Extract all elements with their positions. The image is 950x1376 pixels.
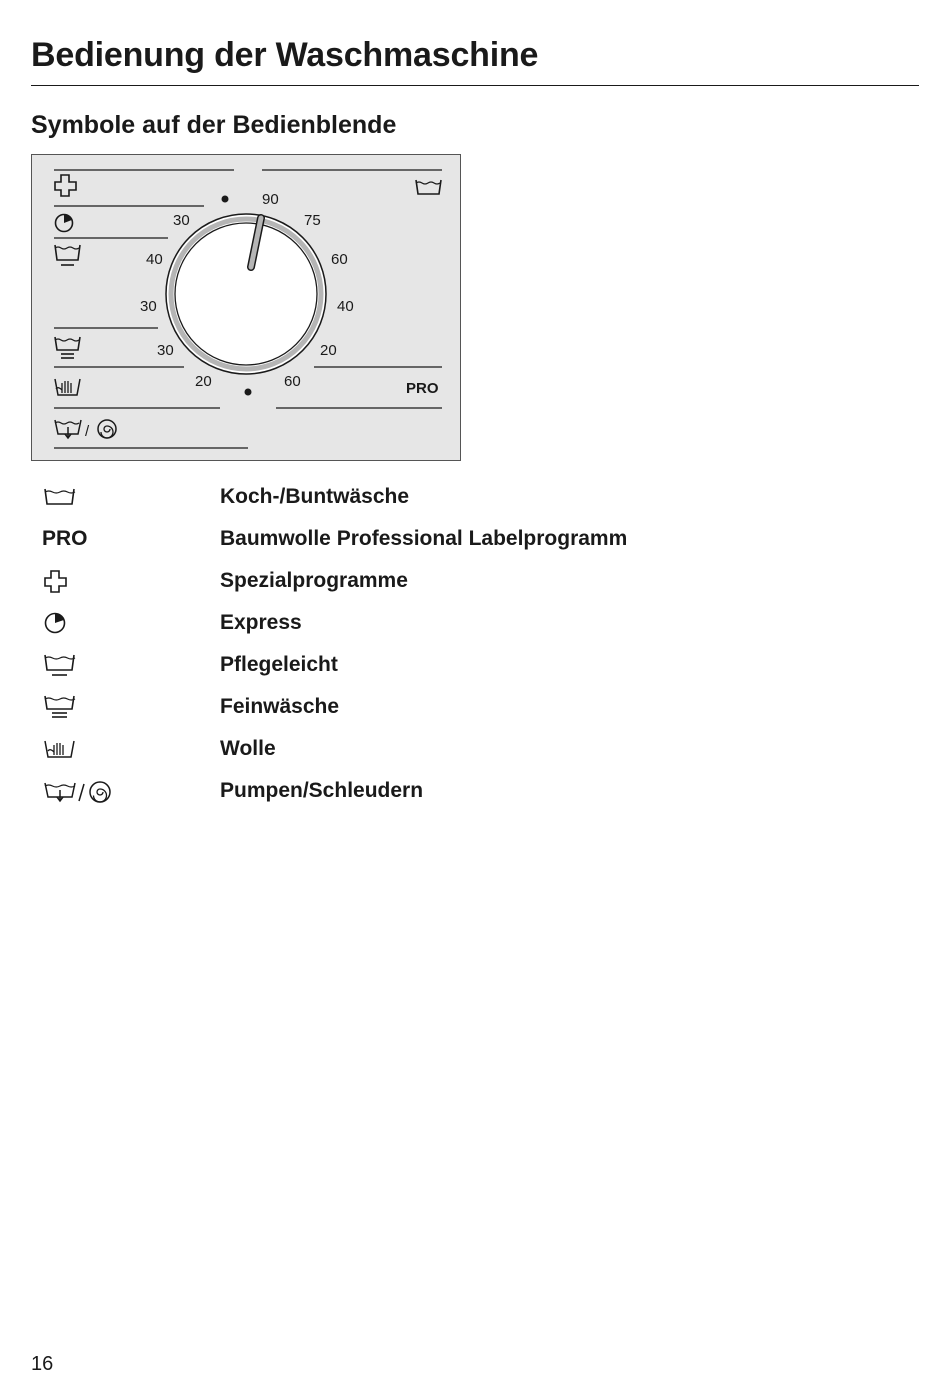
control-panel-illustration	[31, 154, 461, 461]
pump-spin-icon	[42, 774, 122, 808]
wool-hand-icon	[55, 379, 80, 395]
express-clock-icon	[56, 215, 73, 232]
temp-label: 30	[157, 342, 174, 359]
tub-icon	[42, 480, 82, 514]
temp-label: 30	[173, 212, 190, 229]
legend-label: Feinwäsche	[220, 695, 340, 718]
tub-one-bar-icon	[55, 245, 80, 265]
cross-icon	[42, 564, 82, 598]
legend-label: Wolle	[220, 737, 276, 760]
temp-label: 20	[320, 342, 337, 359]
list-item	[0, 648, 950, 682]
list-item	[0, 522, 950, 556]
temp-label: 75	[304, 212, 321, 229]
tub-one-bar-icon	[42, 648, 82, 682]
tub-two-bars-icon	[42, 690, 82, 724]
program-dial	[166, 214, 326, 374]
express-clock-icon	[42, 606, 82, 640]
wool-hand-icon	[42, 732, 82, 766]
off-dot	[222, 196, 229, 203]
cross-icon	[55, 175, 76, 196]
legend-label: Koch-/Buntwäsche	[220, 485, 410, 508]
temp-label: 60	[331, 251, 348, 268]
temp-label: 20	[195, 373, 212, 390]
temp-label: 40	[337, 298, 354, 315]
page-number: 16	[31, 1353, 54, 1375]
section-title: Symbole auf der Bedienblende	[31, 111, 397, 139]
list-item	[0, 732, 950, 766]
pro-symbol: PRO	[42, 527, 88, 550]
page-title: Bedienung der Waschmaschine	[31, 36, 539, 74]
pro-label: PRO	[406, 380, 439, 397]
off-dot	[245, 389, 252, 396]
legend-label: Pumpen/Schleudern	[220, 779, 424, 802]
temp-label: 30	[140, 298, 157, 315]
list-item	[0, 690, 950, 724]
tub-icon	[416, 180, 441, 194]
list-item	[0, 480, 950, 514]
tub-two-bars-icon	[55, 337, 80, 358]
list-item	[0, 564, 950, 598]
legend-label: Spezialprogramme	[220, 569, 408, 592]
temp-label: 60	[284, 373, 301, 390]
title-divider	[31, 85, 919, 86]
temp-label: 90	[262, 191, 279, 208]
legend-label: Baumwolle Professional Labelprogramm	[220, 527, 628, 550]
control-panel-drawing	[32, 155, 462, 462]
temp-label: 40	[146, 251, 163, 268]
list-item	[0, 774, 950, 808]
slash-separator: /	[85, 423, 90, 440]
legend-label: Pflegeleicht	[220, 653, 338, 676]
legend-label: Express	[220, 611, 302, 634]
list-item	[0, 606, 950, 640]
